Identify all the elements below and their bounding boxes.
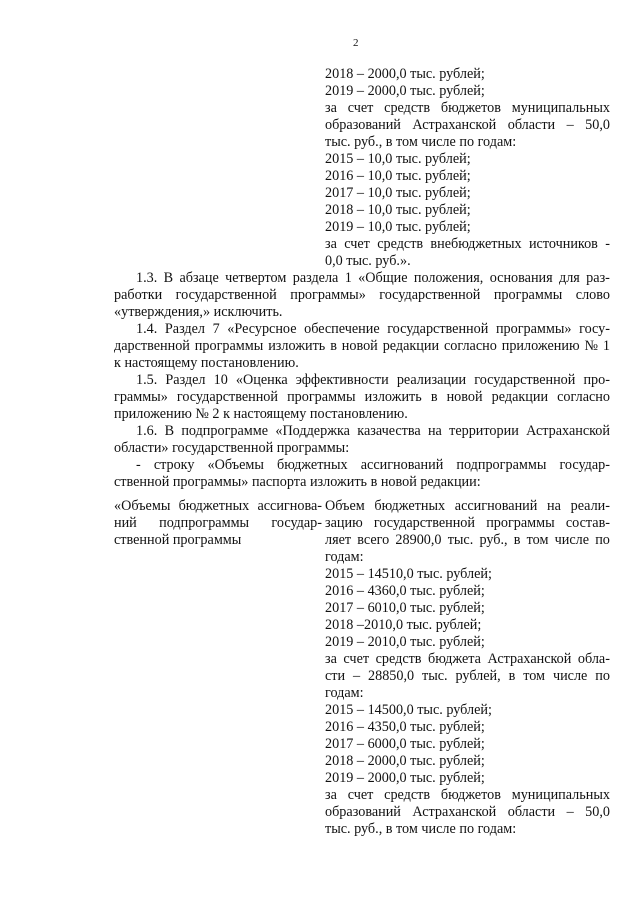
value-line-word: бюджетов xyxy=(440,787,501,803)
value-line-word: по xyxy=(595,532,610,548)
paragraph-line xyxy=(114,423,610,440)
value-line-word: средств xyxy=(384,787,431,803)
value-line-word: средств xyxy=(375,651,422,667)
paragraph-line-word: государ- xyxy=(559,457,610,473)
paragraph-line-word: для xyxy=(559,270,580,286)
paragraph-line-word: абзаце xyxy=(179,270,219,286)
paragraph-line-word: граммы» xyxy=(114,389,168,405)
value-line: 2015 – 14500,0 тыс. рублей; xyxy=(325,702,492,718)
value-line-word: – xyxy=(566,804,574,820)
paragraph-line-word: госу- xyxy=(579,321,610,337)
paragraph-line-word: эффективности xyxy=(295,372,389,388)
paragraph-line-word: редакции xyxy=(491,389,549,405)
paragraph-line-word: новой xyxy=(446,389,483,405)
value-line-word: 28900,0 xyxy=(395,532,442,548)
text-line xyxy=(325,236,610,253)
paragraph-line-word: в xyxy=(330,338,337,354)
value-line: 2015 – 14510,0 тыс. рублей; xyxy=(325,566,492,582)
value-line-word: том xyxy=(523,668,546,684)
paragraph-line-word: 1 xyxy=(344,270,352,286)
paragraph-line-word: программы» xyxy=(290,287,366,303)
label-line xyxy=(114,515,322,532)
paragraph-line-word: положения, xyxy=(413,270,484,286)
paragraph-line-word: «Поддержка xyxy=(275,423,350,439)
paragraph-line: «утверждения,» исключить. xyxy=(114,304,283,320)
label-line-word: «Объемы xyxy=(114,498,171,514)
value-line-word: всего xyxy=(357,532,390,548)
text-line: 2015 – 10,0 тыс. рублей; xyxy=(325,151,471,167)
value-line xyxy=(325,532,610,549)
paragraph-line-word: приложению xyxy=(501,338,580,354)
paragraph-line-word: дарственной xyxy=(114,338,190,354)
paragraph-line-word: государственной xyxy=(474,372,576,388)
paragraph-line xyxy=(114,338,610,355)
paragraph-line-word: государственной xyxy=(176,389,278,405)
paragraph-line-word: основания xyxy=(489,270,553,286)
paragraph-line: к настоящему постановлению. xyxy=(114,355,299,371)
paragraph-line-word: редакции xyxy=(382,338,440,354)
value-line-word: рублей, xyxy=(455,668,501,684)
paragraph-line-word: программы xyxy=(493,287,563,303)
paragraph-line-word: 1.6. xyxy=(136,423,158,439)
value-line xyxy=(325,651,610,668)
value-line: 2016 – 4350,0 тыс. рублей; xyxy=(325,719,485,735)
text-line-word: источников xyxy=(528,236,598,252)
value-line xyxy=(325,515,610,532)
value-line xyxy=(325,668,610,685)
table-row-value xyxy=(325,498,610,838)
text-line-word: 50,0 xyxy=(585,117,610,133)
paragraph-line-word: Раздел xyxy=(165,372,206,388)
paragraph-line-word: раз- xyxy=(586,270,610,286)
value-line-word: счет xyxy=(343,651,370,667)
text-line: тыс. руб., в том числе по годам: xyxy=(325,134,517,150)
paragraph-line-word: строку xyxy=(153,457,195,473)
paragraph-line-word: изложить xyxy=(268,338,326,354)
paragraph-line-word: согласно xyxy=(443,338,497,354)
label-line-word: подпрограммы xyxy=(159,515,250,531)
paragraph-line-word: программы» xyxy=(495,321,572,337)
text-line-word: муниципальных xyxy=(511,100,610,116)
label-line: ственной программы xyxy=(114,532,242,548)
value-line-word: числе xyxy=(554,532,590,548)
text-line-word: средств xyxy=(377,236,424,252)
value-line-word: за xyxy=(325,651,337,667)
value-line: годам: xyxy=(325,685,364,701)
text-line: 2018 – 2000,0 тыс. рублей; xyxy=(325,66,485,82)
value-line-word: состав- xyxy=(565,515,610,531)
value-line-word: тыс. xyxy=(422,668,448,684)
paragraph-line-word: Астраханской xyxy=(526,423,610,439)
value-line-word: области xyxy=(507,804,556,820)
value-line-word: сти xyxy=(325,668,346,684)
label-line-word: ассигнова- xyxy=(257,498,322,514)
funding-continuation-block xyxy=(325,66,610,270)
paragraph-line-word: про- xyxy=(583,372,610,388)
paragraph-line-word: 1.5. xyxy=(136,372,158,388)
paragraph-line-word: 1.3. xyxy=(136,270,158,286)
value-line: годам: xyxy=(325,549,364,565)
paragraph-line-word: 1 xyxy=(602,338,610,354)
paragraph-line-word: № xyxy=(584,338,598,354)
text-line xyxy=(325,117,610,134)
value-line-word: Астраханской xyxy=(487,651,572,667)
label-line xyxy=(114,498,322,515)
value-line-word: 28850,0 xyxy=(368,668,415,684)
text-line-word: счет xyxy=(347,100,374,116)
value-line-word: бюджета xyxy=(428,651,481,667)
value-line: 2018 – 2000,0 тыс. рублей; xyxy=(325,753,485,769)
paragraph-line-word: реализации xyxy=(396,372,467,388)
label-line-word: государ- xyxy=(271,515,322,531)
paragraph-line xyxy=(114,457,610,474)
paragraph-line-word: В xyxy=(164,423,175,439)
value-line-word: в xyxy=(508,668,516,684)
paragraph-line xyxy=(114,287,610,304)
paragraph-line-word: - xyxy=(136,457,141,473)
value-line-word: ляет xyxy=(325,532,352,548)
text-line-word: за xyxy=(325,100,337,116)
value-line-word: Астраханской xyxy=(412,804,497,820)
paragraph-line xyxy=(114,270,610,287)
paragraph-line-word: государственной xyxy=(175,287,277,303)
paragraph-line-word: «Общие xyxy=(358,270,408,286)
paragraph-line-word: согласно xyxy=(557,389,610,405)
text-line: 2017 – 10,0 тыс. рублей; xyxy=(325,185,471,201)
paragraph-line-word: 10 xyxy=(213,372,228,388)
paragraph-line-word: ассигнований xyxy=(360,457,444,473)
value-line-word: счет xyxy=(347,787,374,803)
value-line: 2019 – 2000,0 тыс. рублей; xyxy=(325,770,485,786)
label-line-word: бюджетных xyxy=(178,498,250,514)
paragraph-line xyxy=(114,321,610,338)
text-line-word: счет xyxy=(344,236,370,252)
value-line-word: том xyxy=(526,532,549,548)
text-line-word: средств xyxy=(384,100,431,116)
text-line: 2016 – 10,0 тыс. рублей; xyxy=(325,168,471,184)
value-line-word: обла- xyxy=(577,651,610,667)
text-line: 2018 – 10,0 тыс. рублей; xyxy=(325,202,471,218)
paragraph-line-word: В xyxy=(163,270,174,286)
paragraph-line: области» государственной программы: xyxy=(114,440,350,456)
paragraph-line-word: казачества xyxy=(357,423,421,439)
value-line xyxy=(325,787,610,804)
paragraph-line-word: государственной xyxy=(379,287,481,303)
page-number: 2 xyxy=(353,37,359,49)
amendment-paragraphs xyxy=(114,270,610,491)
text-line: 2019 – 2000,0 тыс. рублей; xyxy=(325,83,485,99)
value-line: 2019 – 2010,0 тыс. рублей; xyxy=(325,634,485,650)
value-line-word: по xyxy=(595,668,610,684)
paragraph-line-word: территории xyxy=(449,423,519,439)
paragraph-line-word: обеспечение xyxy=(304,321,380,337)
paragraph-line-word: подпрограммы xyxy=(456,457,547,473)
value-line-word: ассигнований xyxy=(454,498,538,514)
value-line-word: государственной xyxy=(373,515,475,531)
paragraph-line-word: работки xyxy=(114,287,163,303)
text-line: 2019 – 10,0 тыс. рублей; xyxy=(325,219,471,235)
paragraph-line-word: новой xyxy=(341,338,378,354)
paragraph-line-word: на xyxy=(427,423,442,439)
value-line-word: за xyxy=(325,787,337,803)
text-line xyxy=(325,100,610,117)
value-line-word: муниципальных xyxy=(511,787,610,803)
value-line-word: – xyxy=(353,668,361,684)
text-line-word: образований xyxy=(325,117,401,133)
text-line-word: за xyxy=(325,236,337,252)
paragraph-line-word: «Объемы xyxy=(207,457,264,473)
paragraph-line-word: в xyxy=(430,389,438,405)
value-line-word: зацию xyxy=(325,515,363,531)
table-row-label xyxy=(114,498,322,549)
paragraph-line-word: программы xyxy=(194,338,264,354)
value-line-word: 50,0 xyxy=(585,804,610,820)
paragraph-line: ственной программы» паспорта изложить в новой редакции: xyxy=(114,474,481,490)
value-line-word: реали- xyxy=(570,498,610,514)
text-line: 0,0 тыс. руб.». xyxy=(325,253,411,269)
label-line-word: ний xyxy=(114,515,137,531)
value-line-word: образований xyxy=(325,804,401,820)
paragraph-line-word: слово xyxy=(575,287,610,303)
value-line-word: Объем xyxy=(325,498,365,514)
text-line-word: области xyxy=(507,117,556,133)
value-line: тыс. руб., в том числе по годам: xyxy=(325,821,517,837)
paragraph-line: приложению № 2 к настоящему постановлению. xyxy=(114,406,408,422)
paragraph-line-word: раздела xyxy=(292,270,339,286)
paragraph-line-word: государственной xyxy=(387,321,489,337)
paragraph-line-word: «Ресурсное xyxy=(227,321,297,337)
value-line-word: числе xyxy=(552,668,588,684)
value-line: 2018 –2010,0 тыс. рублей; xyxy=(325,617,482,633)
text-line-word: Астраханской xyxy=(412,117,497,133)
paragraph-line-word: 7 xyxy=(212,321,220,337)
paragraph-line-word: подпрограмме xyxy=(181,423,269,439)
paragraph-line-word: четвертом xyxy=(225,270,287,286)
text-line-word: - xyxy=(605,236,610,252)
paragraph-line-word: бюджетных xyxy=(276,457,348,473)
paragraph-line-word: Раздел xyxy=(164,321,206,337)
value-line-word: в xyxy=(513,532,521,548)
paragraph-line xyxy=(114,372,610,389)
paragraph-line-word: 1.4. xyxy=(136,321,158,337)
value-line-word: программы xyxy=(486,515,555,531)
value-line-word: на xyxy=(547,498,561,514)
value-line xyxy=(325,804,610,821)
paragraph-line xyxy=(114,389,610,406)
value-line: 2016 – 4360,0 тыс. рублей; xyxy=(325,583,485,599)
paragraph-line-word: изложить xyxy=(364,389,422,405)
value-line: 2017 – 6010,0 тыс. рублей; xyxy=(325,600,485,616)
text-line-word: внебюджетных xyxy=(430,236,522,252)
value-line-word: бюджетных xyxy=(374,498,446,514)
paragraph-line-word: «Оценка xyxy=(235,372,288,388)
value-line: 2017 – 6000,0 тыс. рублей; xyxy=(325,736,485,752)
value-line-word: тыс. xyxy=(447,532,474,548)
paragraph-line-word: программы xyxy=(287,389,356,405)
value-line xyxy=(325,498,610,515)
value-line-word: руб., xyxy=(479,532,508,548)
text-line-word: бюджетов xyxy=(440,100,501,116)
text-line-word: – xyxy=(566,117,574,133)
